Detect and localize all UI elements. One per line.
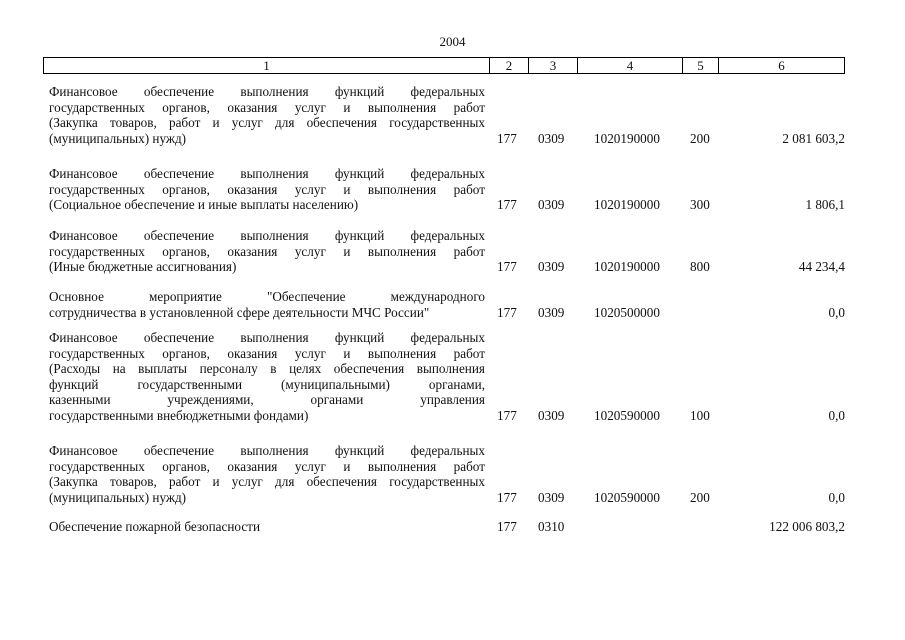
description-line: (Иные бюджетные ассигнования) <box>49 259 237 274</box>
table-header-row <box>43 57 845 74</box>
code-section: 0309 <box>538 407 565 423</box>
row-description <box>49 289 485 320</box>
code-expense-type: 300 <box>690 197 710 212</box>
description-line: государственных органов, оказания услуг и выполнения работ <box>49 243 485 259</box>
table-row <box>49 519 845 535</box>
code-section: 0309 <box>538 489 565 505</box>
code-target: 1020190000 <box>594 259 660 274</box>
code-section: 0309 <box>538 304 565 320</box>
row-description <box>49 330 485 423</box>
table-row <box>49 289 845 320</box>
row-description <box>49 166 485 213</box>
description-line: казенными учреждениями, органами управления <box>49 392 485 407</box>
amount: 2 081 603,2 <box>782 130 845 146</box>
table-row <box>49 228 845 275</box>
code-expense-type: 100 <box>690 407 710 423</box>
header-col-5: 5 <box>683 58 719 73</box>
description-line: Основное мероприятие "Обеспечение международного <box>49 289 485 304</box>
header-col-4: 4 <box>578 58 683 73</box>
table-row <box>49 84 845 146</box>
amount: 0,0 <box>828 489 845 505</box>
table-row <box>49 330 845 423</box>
description-line: государственных органов, оказания услуг и выполнения работ <box>49 181 485 197</box>
page-number: 2004 <box>439 34 466 49</box>
description-line: (Социальное обеспечение и иные выплаты населению) <box>49 197 359 212</box>
description-line: сотрудничества в установленной сфере деятельности МЧС России" <box>49 304 430 320</box>
description-line: государственных органов, оказания услуг и выполнения работ <box>49 345 485 361</box>
description-line: Финансовое обеспечение выполнения функций федеральных <box>49 84 485 99</box>
amount: 122 006 803,2 <box>769 519 845 534</box>
description-line: государственных органов, оказания услуг и выполнения работ <box>49 99 485 115</box>
code-section: 0309 <box>538 197 565 212</box>
code-admin: 177 <box>497 304 517 320</box>
row-description <box>49 443 485 505</box>
code-section: 0310 <box>538 519 565 534</box>
row-description <box>49 84 485 146</box>
code-expense-type: 800 <box>690 259 710 274</box>
code-target: 1020500000 <box>594 304 660 320</box>
description-line: Финансовое обеспечение выполнения функций федеральных <box>49 330 485 345</box>
description-line: (муниципальных) нужд) <box>49 489 187 505</box>
table-row <box>49 443 845 505</box>
header-col-1: 1 <box>44 58 490 73</box>
description-line: Финансовое обеспечение выполнения функций федеральных <box>49 166 485 181</box>
code-target: 1020190000 <box>594 197 660 212</box>
code-expense-type: 200 <box>690 130 710 146</box>
amount: 1 806,1 <box>805 197 845 212</box>
row-description <box>49 519 485 535</box>
code-admin: 177 <box>497 519 517 534</box>
description-line: функций государственными (муниципальными) органами, <box>49 376 485 392</box>
code-expense-type: 200 <box>690 489 710 505</box>
description-line: государственных органов, оказания услуг и выполнения работ <box>49 458 485 474</box>
code-section: 0309 <box>538 130 565 146</box>
header-col-3: 3 <box>529 58 578 73</box>
code-admin: 177 <box>497 407 517 423</box>
code-target: 1020590000 <box>594 489 660 505</box>
table-row <box>49 166 845 213</box>
amount: 0,0 <box>828 407 845 423</box>
description-line: (Закупка товаров, работ и услуг для обеспечения государственных <box>49 115 485 130</box>
code-target: 1020190000 <box>594 130 660 146</box>
amount: 44 234,4 <box>798 259 845 274</box>
code-admin: 177 <box>497 197 517 212</box>
header-col-6: 6 <box>778 58 785 73</box>
description-line: (Закупка товаров, работ и услуг для обеспечения государственных <box>49 474 485 489</box>
row-description <box>49 228 485 275</box>
code-section: 0309 <box>538 259 565 274</box>
code-admin: 177 <box>497 130 517 146</box>
description-line: (муниципальных) нужд) <box>49 130 187 146</box>
description-line: Финансовое обеспечение выполнения функций федеральных <box>49 228 485 243</box>
description-line: Обеспечение пожарной безопасности <box>49 519 261 534</box>
code-admin: 177 <box>497 489 517 505</box>
description-line: Финансовое обеспечение выполнения функций федеральных <box>49 443 485 458</box>
header-col-2: 2 <box>490 58 529 73</box>
amount: 0,0 <box>828 304 845 320</box>
description-line: (Расходы на выплаты персоналу в целях обеспечения выполнения <box>49 361 485 376</box>
description-line: государственными внебюджетными фондами) <box>49 407 309 423</box>
code-target: 1020590000 <box>594 407 660 423</box>
code-admin: 177 <box>497 259 517 274</box>
